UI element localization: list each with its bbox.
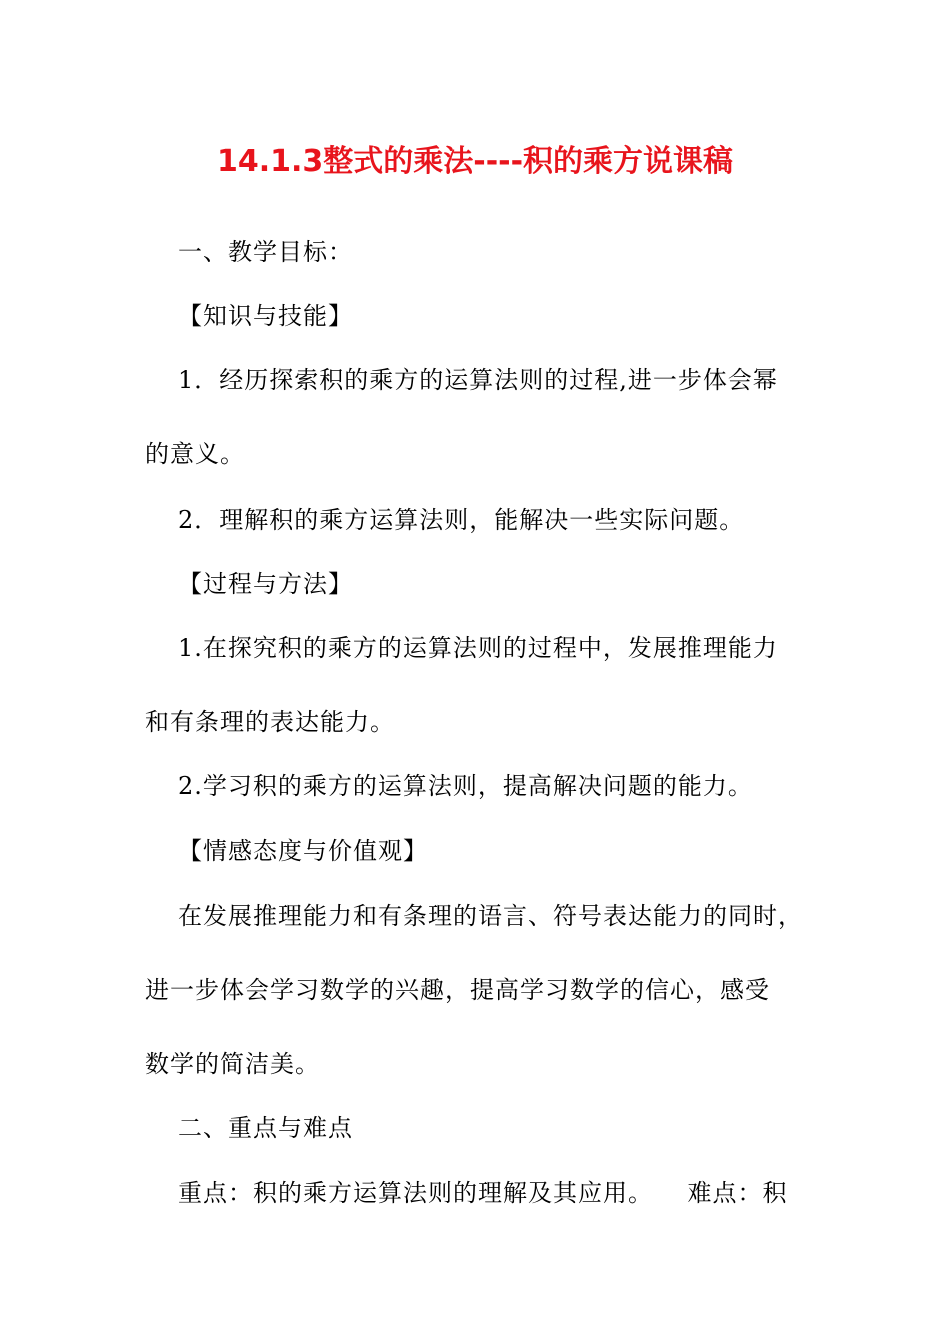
section-heading-key-points: 二、重点与难点 bbox=[178, 1114, 353, 1142]
subheading-process-method: 【过程与方法】 bbox=[178, 570, 353, 598]
paragraph-line: 数学的简洁美。 bbox=[145, 1050, 320, 1078]
subheading-attitude-values: 【情感态度与价值观】 bbox=[178, 837, 428, 865]
paragraph-line: 的意义。 bbox=[145, 440, 245, 468]
paragraph-line: 和有条理的表达能力。 bbox=[145, 708, 395, 736]
paragraph-line: 2．理解积的乘方运算法则，能解决一些实际问题。 bbox=[178, 506, 745, 534]
subheading-knowledge-skills: 【知识与技能】 bbox=[178, 302, 353, 330]
section-heading-objectives: 一、教学目标： bbox=[178, 238, 353, 266]
paragraph-line: 在发展推理能力和有条理的语言、符号表达能力的同时， bbox=[178, 902, 803, 930]
paragraph-line: 1.在探究积的乘方的运算法则的过程中，发展推理能力 bbox=[178, 634, 778, 662]
paragraph-line: 1．经历探索积的乘方的运算法则的过程,进一步体会幂 bbox=[178, 366, 778, 394]
document-title: 14.1.3整式的乘法----积的乘方说课稿 bbox=[216, 144, 734, 179]
paragraph-line: 2.学习积的乘方的运算法则，提高解决问题的能力。 bbox=[178, 772, 753, 800]
paragraph-line: 进一步体会学习数学的兴趣，提高学习数学的信心，感受 bbox=[145, 976, 770, 1004]
paragraph-line: 重点：积的乘方运算法则的理解及其应用。 难点：积 bbox=[178, 1179, 788, 1207]
